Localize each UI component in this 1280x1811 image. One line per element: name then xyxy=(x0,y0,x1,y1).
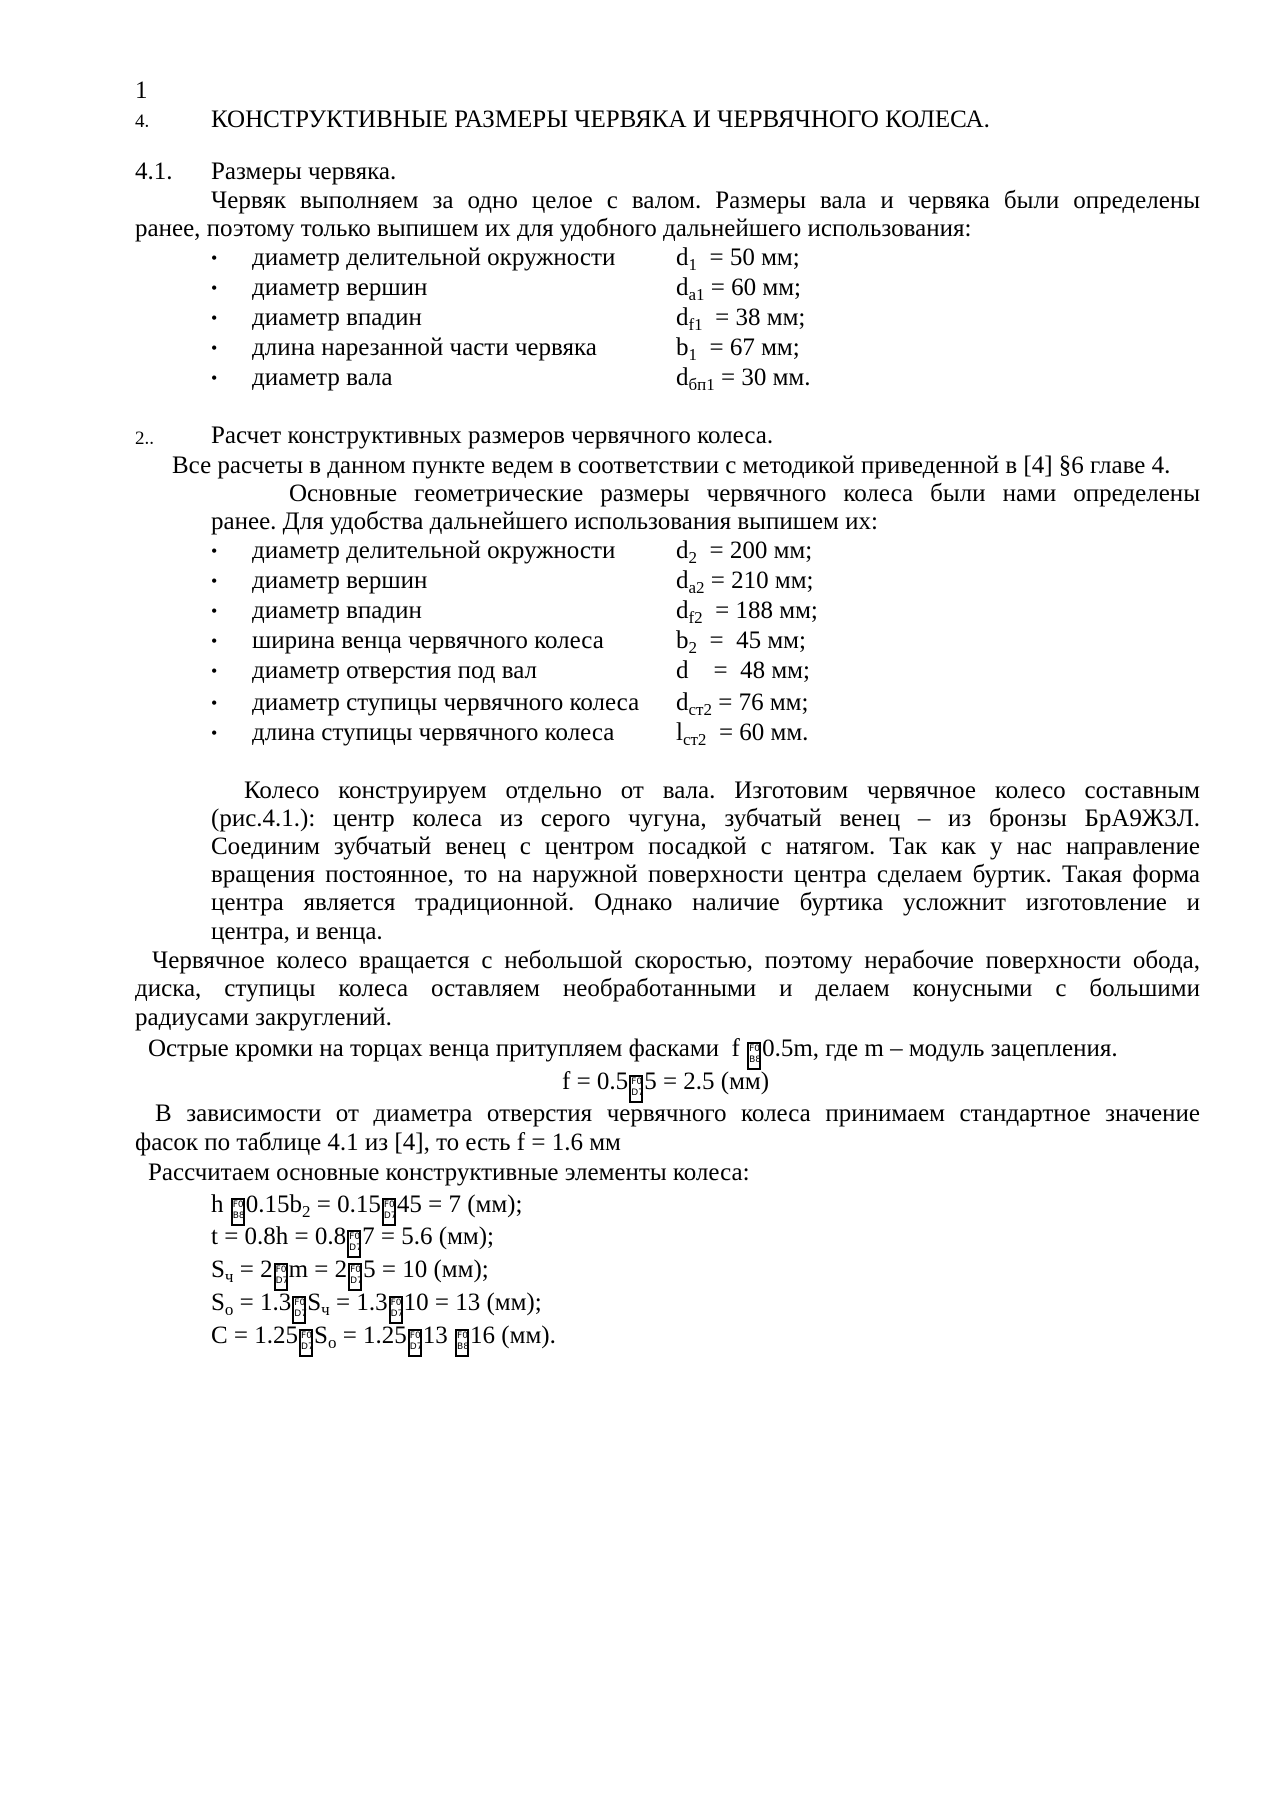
missing-glyph-icon: F0 D7 xyxy=(408,1329,422,1357)
page-number: 1 xyxy=(135,77,148,104)
bullet: • xyxy=(211,278,218,298)
bullet: • xyxy=(211,661,218,681)
paragraph-line: Червячное колесо вращается с небольшой скоростью, поэтому нерабочие поверхности обода, xyxy=(152,947,1200,974)
list-item-label: диаметр отверстия под вал xyxy=(252,657,537,684)
missing-glyph-icon: F0 D7 xyxy=(292,1296,306,1324)
missing-glyph-icon: F0 D7 xyxy=(629,1075,643,1103)
paragraph-line: центра, и венца. xyxy=(211,918,383,945)
list-item-formula: $l_{ст2} = 60$ мм. xyxy=(676,719,809,749)
list-item-formula: $d_{f2} = 188$ мм; xyxy=(676,597,818,627)
paragraph-line: фасок по таблице 4.1 из [4], то есть f = 1.6 мм xyxy=(135,1129,621,1156)
section-41-intro-line2: ранее, поэтому только выпишем их для удобного дальнейшего использования: xyxy=(135,215,972,242)
chamfer-calc: f = 0.5 F0 D7 5 = 2.5 (мм) xyxy=(562,1067,769,1103)
paragraph-line: радиусами закруглений. xyxy=(135,1004,392,1031)
list-item-formula: $d_{a1} = 60$ мм; xyxy=(676,274,801,304)
list-item-label: диаметр делительной окружности xyxy=(252,537,616,564)
missing-glyph-icon: F0 B8 xyxy=(231,1198,245,1226)
paragraph-line: диска, ступицы колеса оставляем необработанными и делаем конусными с большими xyxy=(135,975,1200,1002)
missing-glyph-icon: F0 D7 xyxy=(274,1263,288,1291)
section-2-basic-line2: ранее. Для удобства дальнейшего использования выпишем их: xyxy=(211,508,878,535)
formula-s-ch: $S_ч = 2$ F0 D7 m = 2 F0 D7 5 = 10 (мм); xyxy=(211,1255,489,1291)
formula-h: h F0 B8 $0.15b_2 = 0.15$ F0 D7 45 = 7 (мм); xyxy=(211,1190,522,1226)
list-item-formula: $d_{f1} = 38$ мм; xyxy=(676,304,806,334)
chamfer-line: Острые кромки на торцах венца притупляем фасками f F0 B8 0.5m, где m – модуль зацепления. xyxy=(148,1034,1118,1070)
formula-c: C = 1.25 F0 D7 $S_o = 1.25$ F0 D7 13 F0 B8 16 (мм). xyxy=(211,1321,556,1357)
section-41-title: Размеры червяка. xyxy=(211,158,397,185)
list-item-label: диаметр ступицы червячного колеса xyxy=(252,689,640,716)
missing-glyph-icon: F0 D7 xyxy=(389,1296,403,1324)
heading-number: 4. xyxy=(135,111,150,132)
paragraph-line: Колесо конструируем отдельно от вала. Изготовим червячное колесо составным xyxy=(244,777,1200,804)
paragraph-line: Соединим зубчатый венец с центром посадкой с натягом. Так как у нас направление xyxy=(211,833,1200,860)
list-item-formula: $d_{a2} = 210$ мм; xyxy=(676,567,814,597)
list-item-label: диаметр вала xyxy=(252,364,393,391)
list-item-label: диаметр впадин xyxy=(252,597,422,624)
list-item-label: ширина венца червячного колеса xyxy=(252,627,604,654)
paragraph-line: В зависимости от диаметра отверстия червячного колеса принимаем стандартное значение xyxy=(155,1100,1200,1127)
bullet: • xyxy=(211,693,218,713)
bullet: • xyxy=(211,308,218,328)
section-2-title: Расчет конструктивных размеров червячного колеса. xyxy=(211,422,774,449)
formula-t: t = 0.8h = 0.8 F0 D7 7 = 5.6 (мм); xyxy=(211,1222,494,1258)
heading-title: КОНСТРУКТИВНЫЕ РАЗМЕРЫ ЧЕРВЯКА И ЧЕРВЯЧНОГО КОЛЕСА. xyxy=(211,106,990,133)
list-item-label: диаметр впадин xyxy=(252,304,422,331)
paragraph-line: (рис.4.1.): центр колеса из серого чугуна, зубчатый венец – из бронзы БрА9Ж3Л. xyxy=(211,805,1200,832)
list-item-label: диаметр делительной окружности xyxy=(252,244,616,271)
paragraph-line: вращения постоянное, то на наружной поверхности центра сделаем буртик. Такая форма xyxy=(211,861,1200,888)
bullet: • xyxy=(211,368,218,388)
bullet: • xyxy=(211,601,218,621)
list-item-formula: $d_2 = 200$ мм; xyxy=(676,537,813,567)
section-2-number: 2.. xyxy=(135,428,154,449)
bullet: • xyxy=(211,631,218,651)
list-item-label: диаметр вершин xyxy=(252,274,428,301)
section-2-basic-line1: Основные геометрические размеры червячного колеса были нами определены xyxy=(289,480,1200,507)
missing-glyph-icon: F0 B8 xyxy=(747,1042,761,1070)
missing-glyph-icon: F0 D7 xyxy=(348,1263,362,1291)
list-item-formula: $d_{бп1} = 30$ мм. xyxy=(676,364,811,394)
missing-glyph-icon: F0 D7 xyxy=(347,1230,361,1258)
bullet: • xyxy=(211,338,218,358)
bullet: • xyxy=(211,571,218,591)
list-item-formula: $b_2 = 45$ мм; xyxy=(676,627,806,657)
calc-intro: Рассчитаем основные конструктивные элементы колеса: xyxy=(148,1159,750,1186)
bullet: • xyxy=(211,723,218,743)
section-41-intro-line1: Червяк выполняем за одно целое с валом. Размеры вала и червяка были определены xyxy=(211,187,1200,214)
paragraph-line: центра является традиционной. Однако наличие буртика усложнит изготовление и xyxy=(211,889,1200,916)
list-item-label: длина нарезанной части червяка xyxy=(252,334,597,361)
section-2-method-line: Все расчеты в данном пункте ведем в соответствии с методикой приведенной в [4] §6 главе 4. xyxy=(172,452,1171,479)
formula-s-o: $S_o = 1.3$ F0 D7 $S_ч = 1.3$ F0 D7 10 = 13 (мм); xyxy=(211,1288,542,1324)
missing-glyph-icon: F0 B8 xyxy=(455,1329,469,1357)
missing-glyph-icon: F0 D7 xyxy=(299,1329,313,1357)
list-item-formula: $d_1 = 50$ мм; xyxy=(676,244,800,274)
list-item-formula: $b_1 = 67$ мм; xyxy=(676,334,800,364)
list-item-formula: $d_{ст2} = 76$ мм; xyxy=(676,689,809,719)
bullet: • xyxy=(211,541,218,561)
list-item-label: длина ступицы червячного колеса xyxy=(252,719,615,746)
section-41-number: 4.1. xyxy=(135,158,173,185)
missing-glyph-icon: F0 D7 xyxy=(382,1198,396,1226)
list-item-formula: d = 48 мм; xyxy=(676,657,810,684)
list-item-label: диаметр вершин xyxy=(252,567,428,594)
bullet: • xyxy=(211,248,218,268)
